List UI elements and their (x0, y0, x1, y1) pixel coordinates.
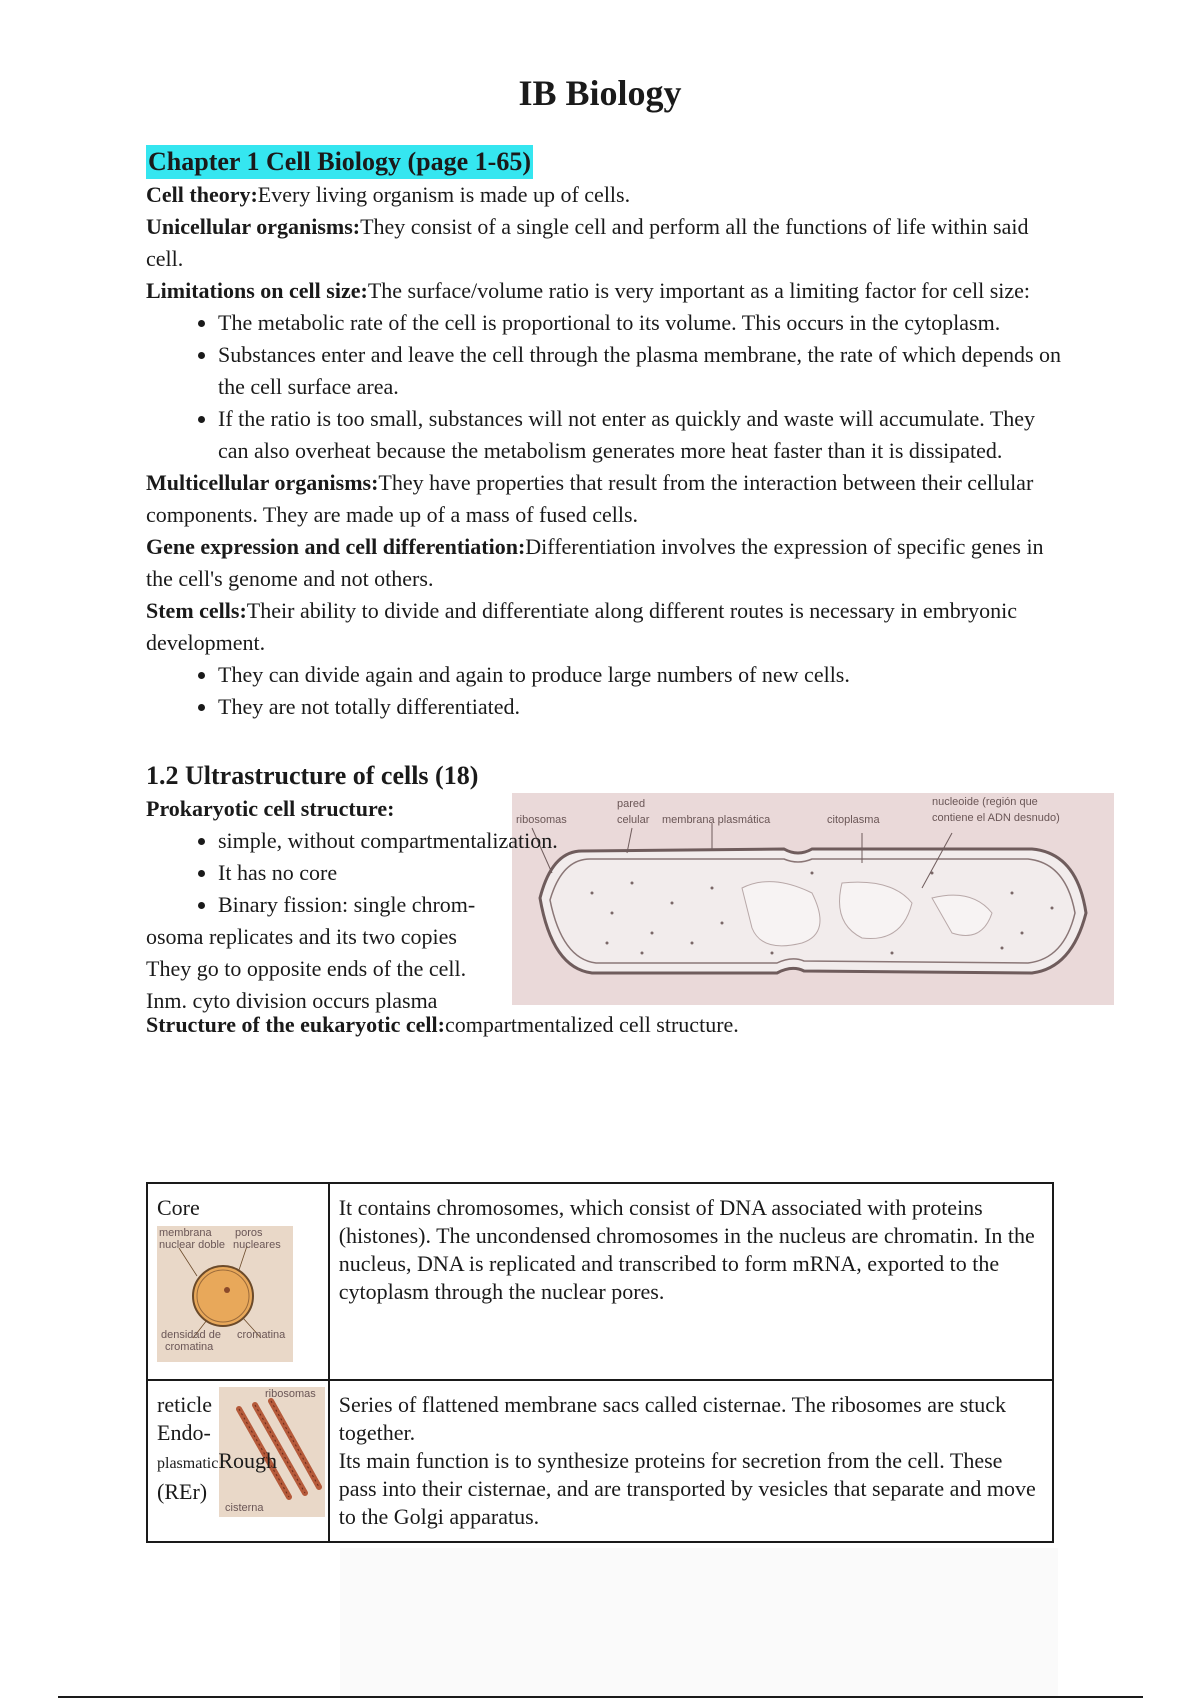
thumb-label: cisterna (225, 1502, 264, 1514)
table-cell-rer-description (329, 1380, 1053, 1542)
list-item: • They can divide again and again to produce large numbers of new cells. (218, 659, 1066, 691)
rer-label-part: Rough (218, 1448, 277, 1473)
continuation-line: They go to opposite ends of the cell. (146, 956, 467, 981)
table-row (147, 1183, 1053, 1380)
thumb-label: nucleares (233, 1239, 281, 1251)
eukaryotic-term: Structure of the eukaryotic cell: (146, 1012, 445, 1037)
label-nucleoide-2: contiene el ADN desnudo) (932, 812, 1060, 824)
unicellular-paragraph (146, 211, 1066, 275)
nucleus-thumbnail (157, 1226, 319, 1362)
list-item: • It has no core (218, 857, 1066, 889)
cell-theory-term: Cell theory: (146, 182, 258, 207)
multicellular-paragraph (146, 467, 1066, 531)
prokaryotic-term-bold: Prokaryotic cell structure: (146, 796, 395, 821)
rer-label-line: (REr) (157, 1479, 208, 1504)
thumb-label: nuclear doble (159, 1239, 226, 1251)
document-body (146, 145, 1066, 1041)
cell-theory-text: Every living organism is made up of cells. (257, 182, 631, 207)
limitations-term: Limitations on cell size: (146, 278, 368, 303)
table-cell-core-description: It contains chromosomes, which consist of DNA associated with proteins (histones). The uncondensed chromosomes in the nucleus are chromatin. In the nucleus, DNA is replicated and transcribed to form mRNA, exported to the cytoplasm through the nuclear pores. (329, 1183, 1053, 1380)
limitations-list (146, 307, 1066, 467)
thumb-label: ribosomas (265, 1388, 316, 1400)
continuation-line: Inm. cyto division occurs plasma (146, 988, 438, 1013)
organelle-table (146, 1182, 1054, 1543)
rer-label-line: Endo- (157, 1420, 211, 1445)
table-row (147, 1380, 1053, 1542)
list-item: • Substances enter and leave the cell through the plasma membrane, the rate of which depends on the cell surface area. (218, 339, 1066, 403)
stem-cells-list (146, 659, 1066, 723)
gene-expression-text: Differentiation involves the expression of specific genes in the cell's genome and not others. (146, 534, 1044, 591)
label-membrana: membrana plasmática (662, 814, 771, 826)
prokaryotic-term (146, 793, 1066, 825)
label-ribosomas: ribosomas (516, 814, 567, 826)
rer-description-line: Its main function is to synthesize proteins for secretion from the cell. These pass into their cisternae, and are transported by vesicles that separate and move to the Golgi apparatus. (338, 1448, 1036, 1529)
thumb-label: cromatina (165, 1341, 214, 1353)
page-bottom-divider (58, 1696, 1143, 1698)
list-item: • The metabolic rate of the cell is proportional to its volume. This occurs in the cytoplasm. (218, 307, 1066, 339)
rer-description-line: Series of flattened membrane sacs called cisternae. The ribosomes are stuck together. (338, 1392, 1007, 1445)
unicellular-text: They consist of a single cell and perform all the functions of life within said cell. (146, 214, 1029, 271)
thumb-label: cromatina (237, 1329, 286, 1341)
thumb-label: membrana (159, 1227, 212, 1239)
page-title: IB Biology (518, 73, 682, 113)
limitations-paragraph (146, 275, 1066, 307)
list-item: • simple, without compartmentalization. (218, 825, 1066, 857)
prokaryotic-list (146, 825, 1066, 921)
table-cell-rer-name (147, 1380, 329, 1542)
core-label: Core (157, 1195, 200, 1220)
label-pared: pared (617, 798, 646, 810)
rer-cell (157, 1388, 319, 1521)
stem-cells-text: Their ability to divide and differentiate along different routes is necessary in embryonic development. (146, 598, 1017, 655)
list-item: • If the ratio is too small, substances will not enter as quickly and waste will accumulate. They can also overheat because the metabolism generates more heat faster than it is dissipated. (218, 403, 1066, 467)
section-heading-1-2: 1.2 Ultrastructure of cells (18) (146, 761, 479, 790)
list-item: • They are not totally differentiated. (218, 691, 1066, 723)
table-cell-core-name (147, 1183, 329, 1380)
faint-background-area (340, 1548, 1058, 1696)
prokaryotic-section (146, 793, 1066, 1011)
multicellular-term: Multicellular organisms: (146, 470, 379, 495)
thumb-label: poros (235, 1227, 263, 1239)
thumb-label: densidad de (161, 1329, 221, 1341)
cell-theory-paragraph (146, 179, 1066, 211)
chapter-heading: Chapter 1 Cell Biology (page 1-65) (146, 145, 533, 179)
rer-label-line: reticle (157, 1392, 212, 1417)
eukaryotic-text: compartmentalized cell structure. (444, 1012, 739, 1037)
list-item: • Binary fission: single chrom- (218, 889, 1066, 921)
stem-cells-term: Stem cells: (146, 598, 247, 623)
unicellular-term: Unicellular organisms: (146, 214, 361, 239)
label-nucleoide-1: nucleoide (región que (932, 796, 1038, 808)
rer-label (157, 1391, 277, 1506)
label-celular: celular (617, 814, 650, 826)
gene-expression-paragraph (146, 531, 1066, 595)
stem-cells-paragraph (146, 595, 1066, 659)
gene-expression-term: Gene expression and cell differentiation: (146, 534, 526, 559)
prokaryotic-text (146, 793, 1066, 1017)
multicellular-text: They have properties that result from the interaction between their cellular components. They are made up of a mass of fused cells. (146, 470, 1034, 527)
rer-label-part: plasmatic (157, 1455, 219, 1472)
label-citoplasma: citoplasma (827, 814, 880, 826)
rer-label-line (157, 1447, 277, 1478)
limitations-text: The surface/volume ratio is very important as a limiting factor for cell size: (367, 278, 1031, 303)
continuation-line: osoma replicates and its two copies (146, 924, 457, 949)
